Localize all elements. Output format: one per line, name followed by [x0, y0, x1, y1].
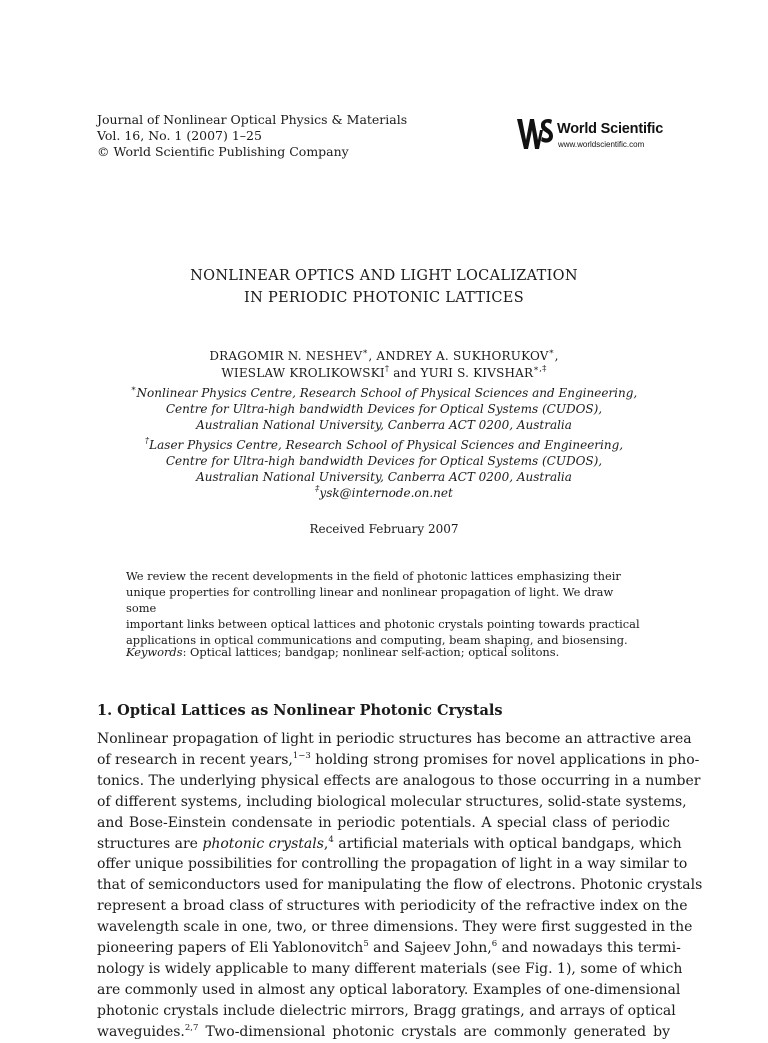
author-kivshar: and YURI S. KIVSHAR	[389, 366, 534, 380]
author-mark: †	[384, 364, 390, 374]
body-line: offer unique possibilities for controlling the propagation of light in a way similar to	[97, 856, 688, 873]
affiliation-1	[0, 385, 768, 433]
affiliation-line: Australian National University, Canberra ACT 0200, Australia	[196, 418, 572, 432]
affiliation-line: Centre for Ultra-high bandwidth Devices for Optical Systems (CUDOS),	[165, 454, 603, 468]
body-line: pioneering papers of Eli Yablonovitch$^5$ and Sajeev John,$^6$ and nowadays this termi-	[97, 939, 681, 957]
body-line: and Bose-Einstein condensate in periodic potentials. A special class of periodic	[97, 814, 670, 831]
author-separator: ,	[554, 349, 559, 363]
author-list	[0, 348, 768, 382]
citation[interactable]: 4	[328, 834, 334, 845]
affiliation-line: Nonlinear Physics Centre, Research School of Physical Sciences and Engineering,	[136, 386, 638, 400]
author-email[interactable]: ysk@internode.on.net	[319, 486, 453, 500]
email-mark: ‡	[315, 484, 320, 494]
publisher-logo	[516, 116, 676, 156]
body-line: of research in recent years,$^{1-3}$ holding strong promises for novel applications in pho-	[97, 750, 700, 768]
body-line: waveguides.$^{2,7}$ Two-dimensional photonic crystals are commonly generated by	[97, 1022, 670, 1040]
keywords-label: Keywords	[126, 645, 183, 659]
body-line: Nonlinear propagation of light in periodic structures has become an attractive area	[97, 731, 692, 747]
citation[interactable]: 1−3	[292, 750, 311, 761]
citation[interactable]: 6	[491, 939, 498, 950]
abstract-line: We review the recent developments in the field of photonic lattices emphasizing their	[126, 569, 621, 583]
author-mark: ∗	[362, 347, 369, 357]
journal-name: Journal of Nonlinear Optical Physics & Materials	[97, 112, 408, 127]
affiliation-2	[0, 437, 768, 501]
body-line: are commonly used in almost any optical laboratory. Examples of one-dimensional	[97, 981, 681, 998]
paper-title	[0, 265, 768, 309]
affiliation-line: Laser Physics Centre, Research School of Physical Sciences and Engineering,	[149, 438, 624, 452]
body-paragraph	[97, 729, 703, 1043]
body-line: that of semiconductors used for manipulating the flow of electrons. Photonic crystals	[97, 877, 703, 894]
author-sukhorukov: , ANDREY A. SUKHORUKOV	[368, 349, 549, 363]
logo-name: World Scientific	[557, 121, 664, 137]
body-line: of different systems, including biological molecular structures, solid-state systems,	[97, 793, 687, 810]
body-line: nology is widely applicable to many different materials (see Fig. 1), some of which	[97, 960, 683, 977]
body-line: represent a broad class of structures with periodicity of the refractive index on the	[97, 898, 688, 915]
body-line: photonic crystals include dielectric mirrors, Bragg gratings, and arrays of optical	[97, 1002, 676, 1019]
author-mark: ∗,‡	[533, 364, 547, 374]
citation[interactable]: 5	[363, 939, 369, 950]
author-neshev: DRAGOMIR N. NESHEV	[209, 349, 363, 363]
body-line: wavelength scale in one, two, or three dimensions. They were first suggested in the	[97, 919, 693, 936]
citation[interactable]: 2,7	[184, 1022, 199, 1033]
keywords	[126, 645, 644, 659]
journal-volume: Vol. 16, No. 1 (2007) 1–25	[97, 128, 262, 143]
affiliation-mark: †	[144, 436, 150, 446]
affiliation-mark: ∗	[130, 384, 137, 394]
title-line-2: IN PERIODIC PHOTONIC LATTICES	[244, 290, 524, 306]
body-line: structures are photonic crystals,$^4$ artificial materials with optical bandgaps, which	[97, 834, 682, 852]
affiliation-line: Australian National University, Canberra ACT 0200, Australia	[196, 470, 572, 484]
received-date: Received February 2007	[309, 522, 459, 536]
author-line-2	[0, 365, 768, 382]
abstract	[126, 568, 644, 648]
author-krolikowski: WIESLAW KROLIKOWSKI	[221, 366, 385, 380]
title-line-1: NONLINEAR OPTICS AND LIGHT LOCALIZATION	[190, 268, 578, 284]
author-line-1	[0, 348, 768, 365]
ws-logo-icon	[516, 116, 556, 152]
abstract-line: important links between optical lattices and photonic crystals pointing towards practical	[126, 617, 640, 631]
journal-info	[97, 112, 407, 160]
section-heading: 1. Optical Lattices as Nonlinear Photonic Crystals	[97, 702, 503, 719]
abstract-line: unique properties for controlling linear and nonlinear propagation of light. We draw some	[126, 585, 614, 615]
keywords-text: : Optical lattices; bandgap; nonlinear self-action; optical solitons.	[182, 645, 560, 659]
affiliation-line: Centre for Ultra-high bandwidth Devices for Optical Systems (CUDOS),	[165, 402, 603, 416]
journal-copyright: © World Scientific Publishing Company	[97, 144, 349, 159]
abstract-line: applications in optical communications and computing, beam shaping, and biosensing.	[126, 633, 628, 647]
author-mark: ∗	[548, 347, 555, 357]
logo-url: www.worldscientific.com	[558, 140, 645, 149]
emphasis: photonic crystals	[202, 835, 324, 852]
body-line: tonics. The underlying physical effects are analogous to those occurring in a number	[97, 772, 701, 789]
